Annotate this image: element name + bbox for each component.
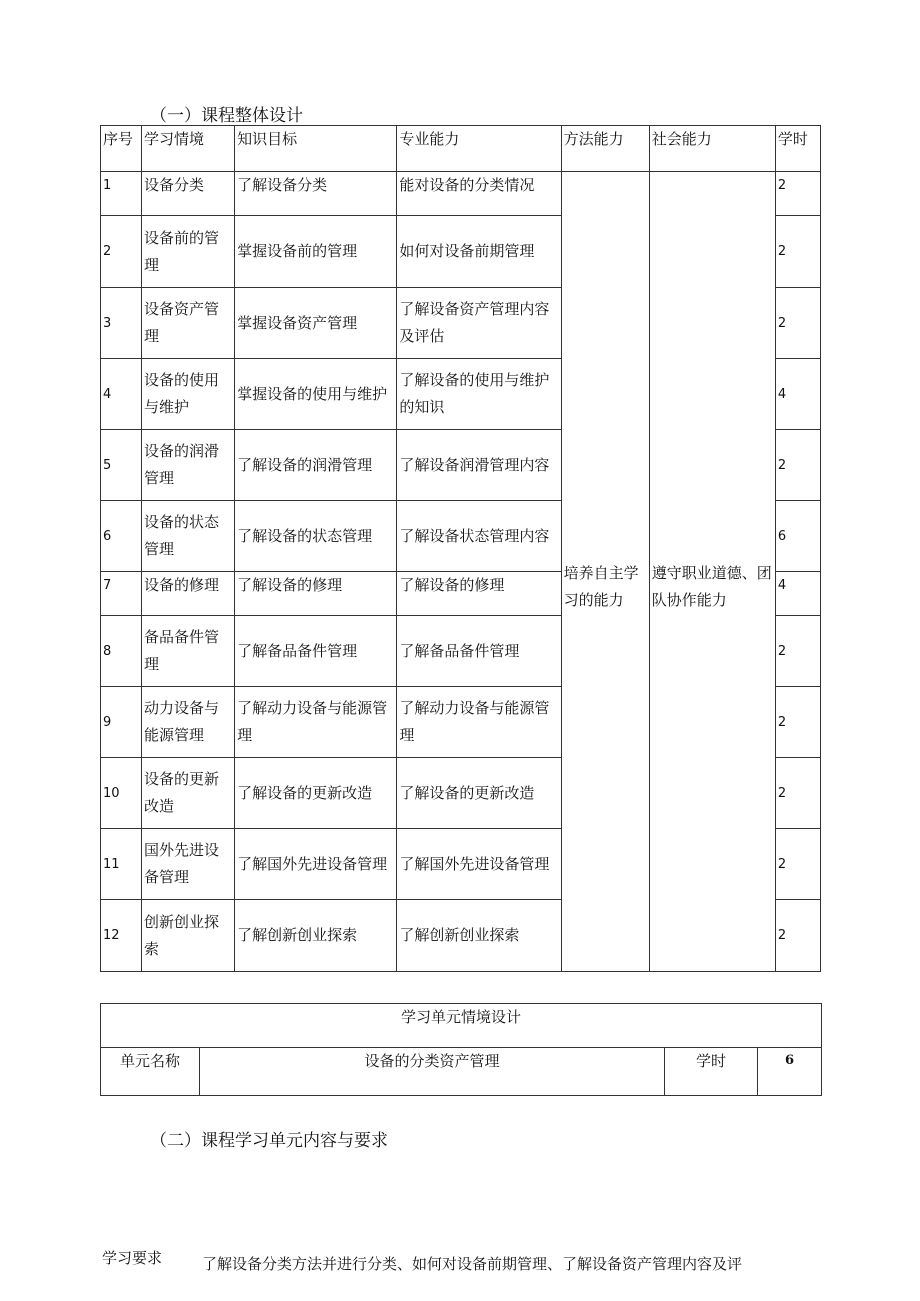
row-situation: 设备的润滑管理 <box>142 430 235 501</box>
row-knowledge: 了解设备的润滑管理 <box>235 430 397 501</box>
row-hours: 2 <box>775 758 820 829</box>
row-professional: 了解设备资产管理内容及评估 <box>397 288 561 359</box>
course-design-table <box>100 125 821 972</box>
row-professional: 了解设备润滑管理内容 <box>397 430 561 501</box>
row-professional: 了解国外先进设备管理 <box>397 829 561 900</box>
row-no: 5 <box>101 430 142 501</box>
header-no: 序号 <box>101 126 142 172</box>
row-professional: 能对设备的分类情况 <box>397 172 561 216</box>
row-hours: 2 <box>775 687 820 758</box>
row-knowledge: 掌握设备资产管理 <box>235 288 397 359</box>
header-professional: 专业能力 <box>397 126 561 172</box>
row-hours: 2 <box>775 430 820 501</box>
requirements-label: 学习要求 <box>102 1249 163 1267</box>
row-no: 9 <box>101 687 142 758</box>
row-knowledge: 了解国外先进设备管理 <box>235 829 397 900</box>
table-row <box>101 172 821 216</box>
row-situation: 动力设备与能源管理 <box>142 687 235 758</box>
section-title-unit-content: （二）课程学习单元内容与要求 <box>150 1131 388 1151</box>
row-knowledge: 了解备品备件管理 <box>235 616 397 687</box>
row-hours: 2 <box>775 616 820 687</box>
row-situation: 国外先进设备管理 <box>142 829 235 900</box>
row-no: 3 <box>101 288 142 359</box>
row-no: 7 <box>101 572 142 616</box>
row-hours: 4 <box>775 572 820 616</box>
row-situation: 设备的修理 <box>142 572 235 616</box>
row-hours: 4 <box>775 359 820 430</box>
row-knowledge: 了解设备的更新改造 <box>235 758 397 829</box>
row-hours: 2 <box>775 900 820 972</box>
row-no: 6 <box>101 501 142 572</box>
row-hours: 2 <box>775 288 820 359</box>
row-hours: 6 <box>775 501 820 572</box>
row-professional: 了解设备的更新改造 <box>397 758 561 829</box>
row-knowledge: 了解设备的状态管理 <box>235 501 397 572</box>
row-knowledge: 掌握设备前的管理 <box>235 216 397 288</box>
unit-name-label: 单元名称 <box>101 1048 200 1096</box>
row-situation: 备品备件管理 <box>142 616 235 687</box>
row-situation: 设备分类 <box>142 172 235 216</box>
row-knowledge: 了解动力设备与能源管理 <box>235 687 397 758</box>
row-situation: 设备前的管理 <box>142 216 235 288</box>
row-professional: 了解设备状态管理内容 <box>397 501 561 572</box>
row-no: 4 <box>101 359 142 430</box>
row-professional: 了解创新创业探索 <box>397 900 561 972</box>
learning-unit-table <box>100 1003 822 1096</box>
row-hours: 2 <box>775 172 820 216</box>
social-ability-cell: 遵守职业道德、团队协作能力 <box>649 172 775 972</box>
unit-table-title: 学习单元情境设计 <box>101 1004 822 1048</box>
requirements-text: 了解设备分类方法并进行分类、如何对设备前期管理、了解设备资产管理内容及评 <box>202 1255 743 1273</box>
header-situation: 学习情境 <box>142 126 235 172</box>
row-hours: 2 <box>775 216 820 288</box>
row-no: 8 <box>101 616 142 687</box>
unit-hours-label: 学时 <box>665 1048 758 1096</box>
row-no: 11 <box>101 829 142 900</box>
header-social: 社会能力 <box>649 126 775 172</box>
row-knowledge: 了解设备分类 <box>235 172 397 216</box>
row-situation: 设备的使用与维护 <box>142 359 235 430</box>
row-knowledge: 掌握设备的使用与维护 <box>235 359 397 430</box>
row-situation: 设备的状态管理 <box>142 501 235 572</box>
row-situation: 设备的更新改造 <box>142 758 235 829</box>
row-professional: 了解设备的使用与维护的知识 <box>397 359 561 430</box>
header-hours: 学时 <box>775 126 820 172</box>
method-ability-cell: 培养自主学习的能力 <box>561 172 649 972</box>
row-no: 10 <box>101 758 142 829</box>
unit-name-value: 设备的分类资产管理 <box>200 1048 665 1096</box>
row-situation: 设备资产管理 <box>142 288 235 359</box>
unit-hours-value: 6 <box>758 1048 822 1096</box>
row-knowledge: 了解设备的修理 <box>235 572 397 616</box>
table-header-row <box>101 126 821 172</box>
row-situation: 创新创业探索 <box>142 900 235 972</box>
row-professional: 了解动力设备与能源管理 <box>397 687 561 758</box>
section-title-course-design: （一）课程整体设计 <box>150 106 303 126</box>
row-professional: 了解备品备件管理 <box>397 616 561 687</box>
row-no: 12 <box>101 900 142 972</box>
row-knowledge: 了解创新创业探索 <box>235 900 397 972</box>
row-professional: 了解设备的修理 <box>397 572 561 616</box>
row-hours: 2 <box>775 829 820 900</box>
row-no: 2 <box>101 216 142 288</box>
header-method: 方法能力 <box>561 126 649 172</box>
row-professional: 如何对设备前期管理 <box>397 216 561 288</box>
header-knowledge: 知识目标 <box>235 126 397 172</box>
row-no: 1 <box>101 172 142 216</box>
